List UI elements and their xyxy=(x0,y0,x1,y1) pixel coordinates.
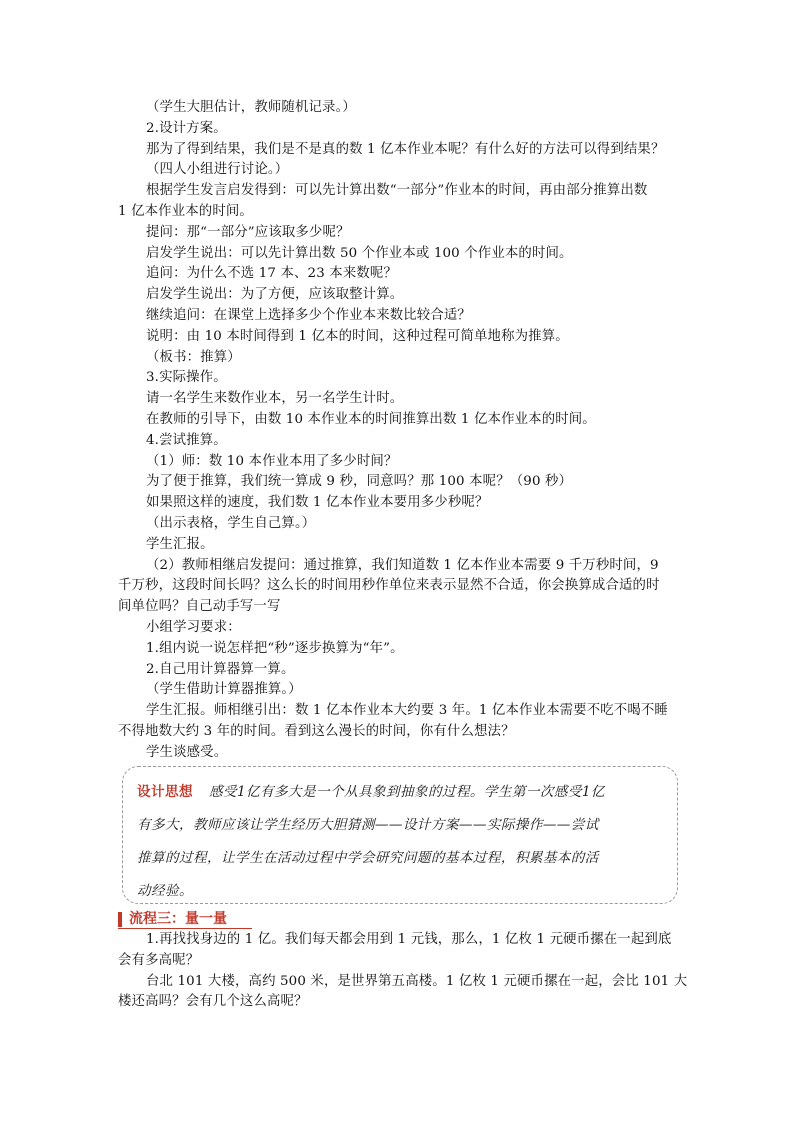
text-line: 楼还高吗？会有几个这么高呢？ xyxy=(118,994,308,1010)
text-line: 在教师的引导下，由数 10 本作业本的时间推算出数 1 亿本作业本的时间。 xyxy=(146,411,596,427)
text-line: （四人小组进行讨论。） xyxy=(146,162,289,178)
text-line: 请一名学生来数作业本，另一名学生计时。 xyxy=(146,391,404,407)
section-heading xyxy=(118,909,678,929)
text-line: （出示表格，学生自己算。） xyxy=(146,515,316,531)
text-line: 间单位吗？自己动手写一写 xyxy=(118,599,281,615)
text-line: 会有多高呢？ xyxy=(118,952,200,968)
text-line: 说明：由 10 本时间得到 1 亿本的时间，这种过程可简单地称为推算。 xyxy=(146,328,569,344)
design-thought-line: 动经验。 xyxy=(137,883,193,899)
step-heading: 2.设计方案。 xyxy=(146,120,227,136)
section-body xyxy=(118,930,688,1013)
text-line: 1.再找找身边的 1 亿。我们每天都会用到 1 元钱，那么，1 亿枚 1 元硬币摞在一起到底 xyxy=(146,932,672,947)
text-line: （1）师：数 10 本作业本用了多少时间？ xyxy=(146,453,398,469)
text-line: （学生借助计算器推算。） xyxy=(146,682,302,698)
text-line: 千万秒，这段时间长吗？这么长的时间用秒作单位来表示显然不合适，你会换算成合适的时 xyxy=(118,578,660,594)
design-thought-line: 有多大，教师应该让学生经历大胆猜测——设计方案——实际操作——尝试 xyxy=(137,817,599,833)
text-line: 启发学生说出：可以先计算出数 50 个作业本或 100 个作业本的时间。 xyxy=(146,245,573,261)
text-line: 继续追问：在课堂上选择多少个作业本来数比较合适？ xyxy=(146,307,471,323)
section-marker xyxy=(118,912,122,927)
text-line: （学生大胆估计，教师随机记录。） xyxy=(146,100,356,115)
step-heading: 3.实际操作。 xyxy=(146,370,227,386)
design-thought-title: 设计思想 xyxy=(137,784,193,800)
design-thought-box xyxy=(122,766,678,904)
text-line: 2.自己用计算器算一算。 xyxy=(146,661,295,677)
text-line: 提问：那“一部分”应该取多少呢？ xyxy=(146,224,350,240)
text-line: 为了便于推算，我们统一算成 9 秒，同意吗？那 100 本呢？（90 秒） xyxy=(146,474,573,490)
design-thought-line xyxy=(137,776,663,809)
design-thought-line: 推算的过程，让学生在活动过程中学会研究问题的基本过程，积累基本的活 xyxy=(137,850,599,866)
section-title: 流程三：量一量 xyxy=(129,911,227,927)
step-heading: 4.尝试推算。 xyxy=(146,432,227,448)
text-line: 学生汇报。师相继引出：数 1 亿本作业本大约要 3 年。1 亿本作业本需要不吃不喝不睡 xyxy=(146,703,668,719)
text-line: 启发学生说出：为了方便，应该取整计算。 xyxy=(146,287,404,303)
design-thought-text: 感受1亿有多大是一个从具象到抽象的过程。学生第一次感受1亿 xyxy=(208,784,605,800)
text-line: 1.组内说一说怎样把“秒”逐步换算为“年”。 xyxy=(146,640,404,656)
text-line: 学生谈感受。 xyxy=(146,744,228,760)
text-line: 那为了得到结果，我们是不是真的数 1 亿本作业本呢？有什么好的方法可以得到结果？ xyxy=(146,141,665,157)
text-line: 学生汇报。 xyxy=(146,536,214,552)
text-line: （板书：推算） xyxy=(146,349,241,365)
text-line: 1 亿本作业本的时间。 xyxy=(118,203,253,219)
text-line: 台北 101 大楼，高约 500 米，是世界第五高楼。1 亿枚 1 元硬币摞在一起，会比 101 大 xyxy=(146,973,688,989)
text-line: （2）教师相继启发提问：通过推算，我们知道数 1 亿本作业本需要 9 千万秒时间，9 xyxy=(146,557,659,573)
text-line: 小组学习要求： xyxy=(146,619,241,635)
section-underline xyxy=(118,928,252,929)
text-line: 不得地数大约 3 年的时间。看到这么漫长的时间，你有什么想法？ xyxy=(118,723,515,739)
lesson-body xyxy=(118,98,678,764)
text-line: 如果照这样的速度，我们数 1 亿本作业本要用多少秒呢？ xyxy=(146,495,489,511)
text-line: 追问：为什么不选 17 本、23 本来数呢？ xyxy=(146,266,398,282)
text-line: 根据学生发言启发得到：可以先计算出数“一部分”作业本的时间，再由部分推算出数 xyxy=(146,183,648,199)
